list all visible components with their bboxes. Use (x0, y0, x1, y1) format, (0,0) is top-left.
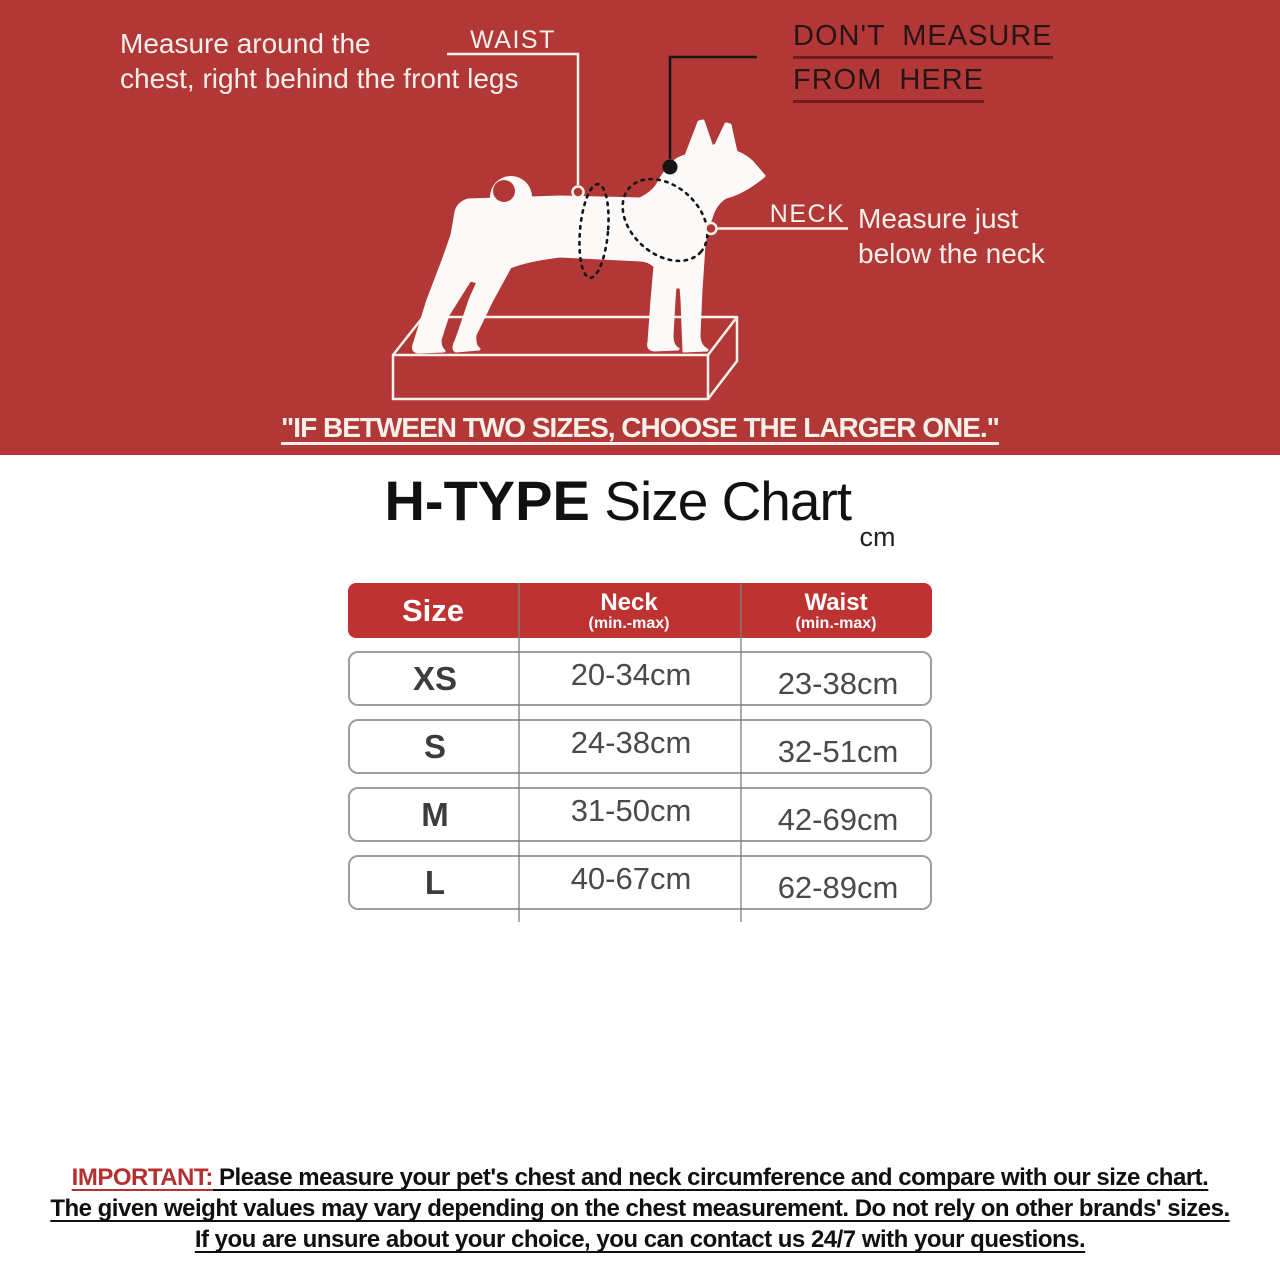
product-name: H-TYPE (384, 469, 590, 532)
dont-measure-warning (793, 22, 1053, 110)
unit-label: cm (859, 522, 896, 552)
important-note-line2: The given weight values may vary depending on the chest measurement. Do not rely on other brands' sizes. (50, 1195, 1230, 1222)
table-row-s (348, 719, 932, 774)
neck-measure-note (858, 201, 1045, 271)
col-header-size: Size (401, 592, 465, 628)
neck-range-hint: (min.-max) (588, 614, 670, 632)
column-divider-2 (740, 583, 742, 922)
chest-note-line2: chest, right behind the front legs (120, 63, 519, 94)
chart-title (0, 468, 1280, 552)
table-row-m (348, 787, 932, 842)
important-note (0, 1162, 1280, 1255)
size-table (348, 583, 932, 910)
title-suffix: Size Chart (604, 470, 852, 532)
waist-cell: 42-69cm (777, 801, 899, 837)
important-line1-text: Please measure your pet's chest and neck circumference and compare with our size chart. (212, 1164, 1209, 1191)
table-row-xs (348, 651, 932, 706)
size-cell: XS (412, 659, 458, 697)
waist-range-hint: (min.-max) (795, 614, 877, 632)
neck-point-marker (706, 223, 717, 234)
important-label: IMPORTANT: (71, 1164, 213, 1191)
neck-note-line2: below the neck (858, 238, 1045, 269)
col-header-neck (518, 590, 740, 632)
neck-cell: 24-38cm (570, 724, 692, 760)
neck-cell: 20-34cm (570, 656, 692, 692)
neck-cell: 31-50cm (570, 792, 692, 828)
neck-label: NECK (769, 200, 846, 228)
column-divider-1 (518, 583, 520, 922)
table-header-row (348, 583, 932, 638)
dont-measure-line1: DON'T MEASURE (793, 22, 1053, 59)
waist-point-marker (573, 187, 584, 198)
important-note-line1 (0, 1162, 1280, 1193)
neck-cell: 40-67cm (570, 860, 692, 896)
waist-header-label: Waist (804, 588, 868, 616)
dont-measure-line2: FROM HERE (793, 66, 984, 103)
col-header-waist (740, 590, 932, 632)
waist-cell: 62-89cm (777, 869, 899, 905)
waist-cell: 32-51cm (777, 733, 899, 769)
dog-tail-notch (493, 180, 515, 202)
chest-note-line1: Measure around the (120, 28, 371, 59)
measurement-illustration-section (0, 0, 1280, 455)
table-row-l (348, 855, 932, 910)
size-cell: L (424, 863, 446, 901)
between-sizes-advice: "IF BETWEEN TWO SIZES, CHOOSE THE LARGER ONE." (281, 412, 999, 443)
neck-header-label: Neck (600, 588, 658, 616)
waist-cell: 23-38cm (777, 665, 899, 701)
size-cell: S (423, 727, 446, 765)
important-note-line3: If you are unsure about your choice, you can contact us 24/7 with your questions. (194, 1226, 1086, 1253)
neck-note-line1: Measure just (858, 203, 1019, 234)
head-point-marker (663, 160, 678, 175)
waist-label: WAIST (470, 26, 556, 54)
size-cell: M (421, 795, 449, 833)
